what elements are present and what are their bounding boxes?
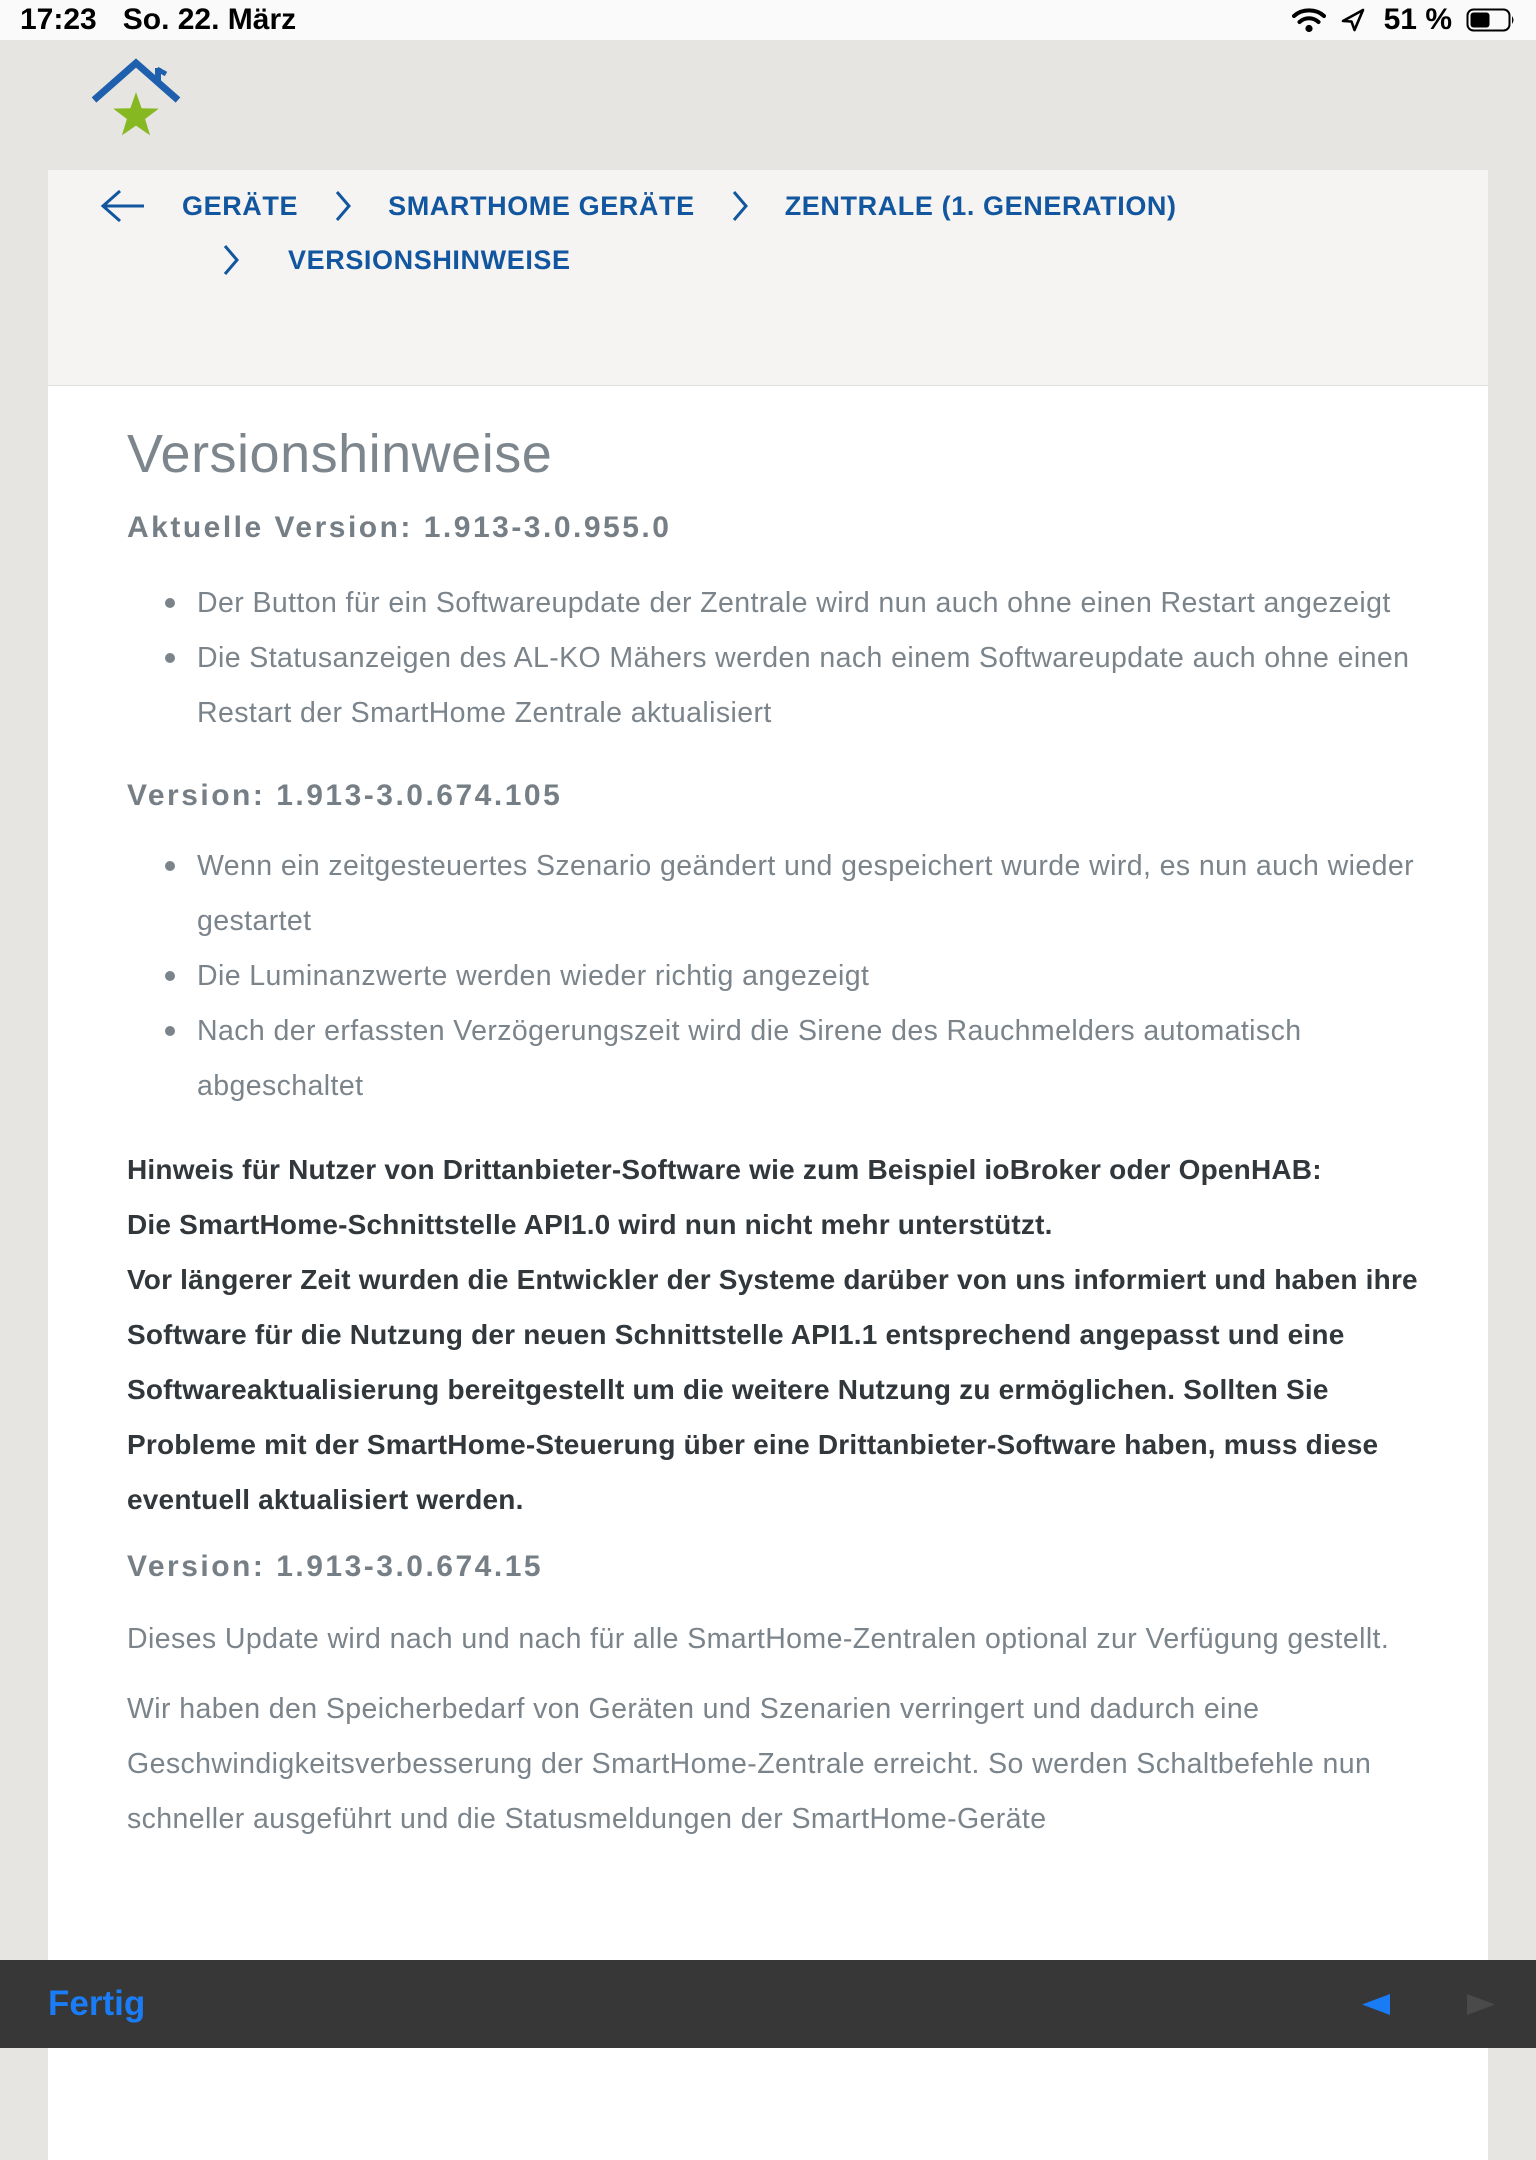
chevron-right-icon bbox=[731, 189, 749, 223]
version-674-105-heading: Version: 1.913-3.0.674.105 bbox=[127, 779, 563, 812]
current-version-heading: Aktuelle Version: 1.913-3.0.955.0 bbox=[127, 511, 672, 544]
breadcrumb-row-1 bbox=[98, 188, 1438, 224]
status-date: So. 22. März bbox=[122, 3, 297, 36]
breadcrumb-link-geraete[interactable]: GERÄTE bbox=[182, 190, 299, 221]
home-star-icon bbox=[86, 50, 186, 142]
smarthome-logo[interactable] bbox=[86, 50, 186, 142]
current-version-list bbox=[127, 576, 1443, 741]
nav-back-button[interactable] bbox=[1362, 1994, 1390, 2015]
list-item: Die Luminanzwerte werden wieder richtig angezeigt bbox=[127, 949, 1443, 1004]
breadcrumb-link-zentrale[interactable]: ZENTRALE (1. GENERATION) bbox=[784, 190, 1177, 221]
list-item: Die Statusanzeigen des AL-KO Mähers werden nach einem Softwareupdate auch ohne einen Restart der SmartHome Zentrale aktualisiert bbox=[127, 631, 1443, 741]
battery-icon bbox=[1466, 8, 1516, 32]
version-674-15-heading: Version: 1.913-3.0.674.15 bbox=[127, 1550, 544, 1583]
page-title: Versionshinweise bbox=[127, 424, 553, 484]
breadcrumb-row-2 bbox=[98, 242, 1438, 278]
triangle-right-icon bbox=[1467, 1994, 1495, 2015]
browser-toolbar bbox=[0, 1960, 1536, 2048]
nav-forward-button[interactable] bbox=[1467, 1994, 1495, 2015]
battery-percent: 51 % bbox=[1383, 3, 1452, 36]
clock-time: 17:23 bbox=[20, 3, 97, 36]
breadcrumb bbox=[48, 170, 1488, 386]
list-item: Wenn ein zeitgesteuertes Szenario geändert und gespeichert wurde wird, es nun auch wieder gestartet bbox=[127, 839, 1443, 949]
breadcrumb-link-smarthome-geraete[interactable]: SMARTHOME GERÄTE bbox=[388, 190, 695, 221]
article bbox=[48, 422, 1488, 1847]
list-item: Nach der erfassten Verzögerungszeit wird die Sirene des Rauchmelders automatisch abgeschaltet bbox=[127, 1004, 1443, 1114]
note-body: Vor längerer Zeit wurden die Entwickler der Systeme darüber von uns informiert und haben ihre Software für die Nutzung der neuen Schnittstelle API1.1 entsprechend angepasst und eine Softwareaktualisierung bereitgestellt um die weitere Nutzung zu ermöglichen. Sollten Sie Probleme mit der SmartHome-Steuerung über eine Drittanbieter-Software haben, muss diese eventuell aktualisiert werden. bbox=[127, 1264, 1418, 1515]
third-party-note bbox=[127, 1142, 1443, 1527]
chevron-right-icon bbox=[334, 189, 352, 223]
content-card bbox=[48, 170, 1488, 2160]
note-line-1: Hinweis für Nutzer von Drittanbieter-Software wie zum Beispiel ioBroker oder OpenHAB: bbox=[127, 1154, 1322, 1185]
status-left bbox=[20, 3, 296, 37]
status-right bbox=[1292, 3, 1516, 37]
wifi-icon bbox=[1292, 7, 1326, 33]
nav-arrows bbox=[1362, 1994, 1495, 2015]
breadcrumb-link-versionshinweise[interactable]: VERSIONSHINWEISE bbox=[288, 244, 571, 275]
version-674-15-paragraph: Wir haben den Speicherbedarf von Geräten und Szenarien verringert und dadurch eine Geschwindigkeitsverbesserung der SmartHome-Zentrale erreicht. So werden Schaltbefehle nun schneller ausgeführt und die Statusmeldungen der SmartHome-Geräte bbox=[127, 1693, 1372, 1835]
version-674-15-paragraph: Dieses Update wird nach und nach für alle SmartHome-Zentralen optional zur Verfügung gestellt. bbox=[127, 1623, 1390, 1655]
chevron-right-icon bbox=[222, 243, 240, 277]
back-arrow-icon[interactable] bbox=[98, 187, 146, 225]
done-button[interactable]: Fertig bbox=[48, 1984, 146, 2023]
status-bar bbox=[0, 0, 1536, 40]
note-line-2: Die SmartHome-Schnittstelle API1.0 wird nun nicht mehr unterstützt. bbox=[127, 1209, 1053, 1240]
list-item: Der Button für ein Softwareupdate der Zentrale wird nun auch ohne einen Restart angezeigt bbox=[127, 576, 1443, 631]
location-arrow-icon bbox=[1340, 7, 1366, 33]
triangle-left-icon bbox=[1362, 1994, 1390, 2015]
version-674-105-list bbox=[127, 839, 1443, 1114]
